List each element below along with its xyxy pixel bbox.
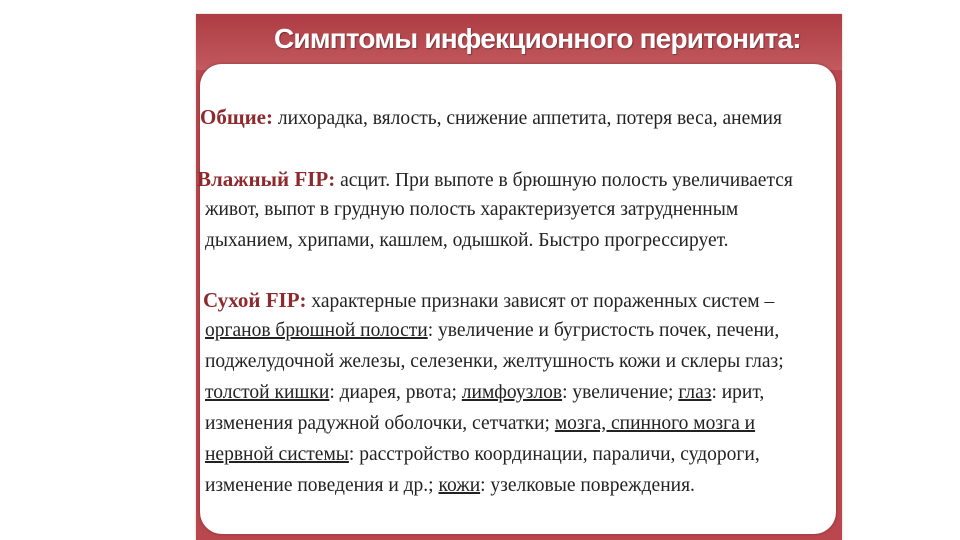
wet-line-3: дыханием, хрипами, кашлем, одышкой. Быстро прогрессирует. xyxy=(205,230,729,251)
general-line xyxy=(200,106,782,130)
dry-text-4a: : диарея, рвота; xyxy=(329,382,462,403)
dry-text-2: : увеличение и бугристость почек, печени, xyxy=(427,320,780,341)
dry-organ-abdomen: органов брюшной полости xyxy=(205,320,428,341)
dry-text-4b: : увеличение; xyxy=(562,382,679,403)
dry-text-5: изменения радужной оболочки, сетчатки; xyxy=(205,413,555,434)
dry-text-4c: : ирит, xyxy=(711,382,765,403)
wet-text-1: асцит. При выпоте в брюшную полость увеличивается xyxy=(340,170,793,191)
dry-organ-skin: кожи xyxy=(438,475,481,496)
dry-line-1 xyxy=(203,289,774,313)
dry-line-4 xyxy=(205,382,764,404)
dry-text-6: : расстройство координации, параличи, судороги, xyxy=(348,444,760,465)
wet-line-2: живот, выпот в грудную полость характеризуется затрудненным xyxy=(205,199,739,220)
dry-organ-brain: мозга, спинного мозга и xyxy=(554,413,756,434)
general-label: Общие: xyxy=(200,105,273,129)
dry-organ-eyes: глаз xyxy=(678,382,712,403)
dry-line-5 xyxy=(205,413,755,435)
dry-line-2 xyxy=(205,320,779,342)
dry-organ-nervous: нервной системы xyxy=(205,444,349,465)
general-text: лихорадка, вялость, снижение аппетита, потеря веса, анемия xyxy=(277,108,782,129)
dry-text-1: характерные признаки зависят от пораженных систем – xyxy=(311,291,775,312)
wet-label: Влажный FIP: xyxy=(197,167,336,191)
dry-text-7b: : узелковые повреждения. xyxy=(480,475,695,496)
dry-line-3: поджелудочной железы, селезенки, желтушность кожи и склеры глаз; xyxy=(205,351,784,372)
dry-line-7 xyxy=(205,475,695,497)
slide-title: Симптомы инфекционного перитонита: xyxy=(274,23,801,54)
dry-label: Сухой FIP: xyxy=(203,288,307,312)
dry-organ-colon: толстой кишки xyxy=(205,382,330,403)
dry-text-7a: изменение поведения и др.; xyxy=(205,475,439,496)
wet-line-1 xyxy=(197,168,793,192)
dry-organ-lymph: лимфоузлов xyxy=(461,382,563,403)
dry-line-6 xyxy=(205,444,760,466)
